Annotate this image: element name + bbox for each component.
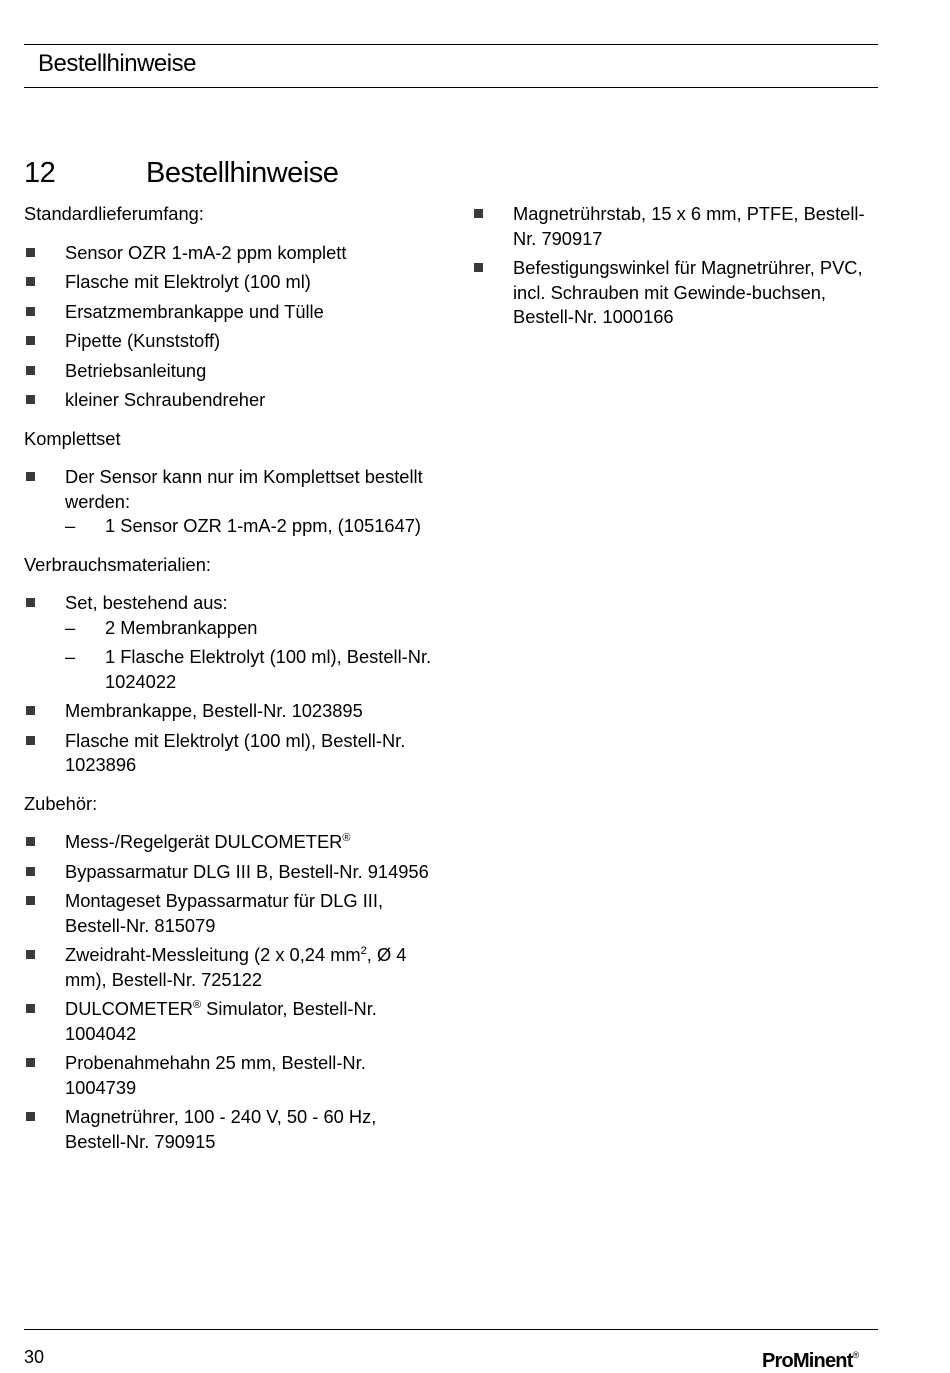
list-item: Zweidraht-Messleitung (2 x 0,24 $mm^2$, Ø 4 mm), Bestell-Nr. 725122 (24, 943, 434, 992)
sub-list-item: – 1 Sensor OZR 1-mA-2 ppm, (1051647) (65, 514, 434, 539)
standard-delivery-list (24, 241, 434, 413)
list-item: Ersatzmembrankappe und Tülle (24, 300, 434, 325)
square-bullet-icon (26, 336, 35, 345)
list-item: kleiner Schraubendreher (24, 388, 434, 413)
footer-rule (24, 1329, 878, 1330)
square-bullet-icon (26, 950, 35, 959)
chapter-number: 12 (24, 157, 56, 189)
complete-set-list (24, 465, 434, 539)
accessories-list-continued (472, 202, 872, 330)
list-item: Flasche mit Elektrolyt (100 ml) (24, 270, 434, 295)
sub-list (65, 514, 434, 539)
sub-list-item: – 2 Membrankappen (65, 616, 434, 641)
square-bullet-icon (26, 248, 35, 257)
list-item: Mess-/Regelgerät DULCOMETER® (24, 830, 434, 855)
square-bullet-icon (26, 366, 35, 375)
list-item: Probenahmehahn 25 mm, Bestell-Nr. 1004739 (24, 1051, 434, 1100)
right-column (472, 202, 872, 344)
running-header-title: Bestellhinweise (38, 50, 196, 77)
accessories-heading: Zubehör: (24, 792, 98, 814)
list-item: Betriebsanleitung (24, 359, 434, 384)
square-bullet-icon (26, 598, 35, 607)
consumables-heading: Verbrauchsmaterialien: (24, 553, 211, 575)
square-bullet-icon (26, 706, 35, 715)
complete-set-heading: Komplettset (24, 427, 121, 449)
list-item: DULCOMETER® Simulator, Bestell-Nr. 1004042 (24, 997, 434, 1046)
list-item: Pipette (Kunststoff) (24, 329, 434, 354)
list-item: Sensor OZR 1-mA-2 ppm komplett (24, 241, 434, 266)
left-column (24, 202, 434, 1168)
square-bullet-icon (26, 867, 35, 876)
accessories-list (24, 830, 434, 1154)
square-bullet-icon (26, 1004, 35, 1013)
chapter-title: Bestellhinweise (146, 157, 339, 189)
square-bullet-icon (26, 307, 35, 316)
dash-bullet-icon: – (65, 616, 76, 638)
list-item: Bypassarmatur DLG III B, Bestell-Nr. 914956 (24, 860, 434, 885)
list-item: Flasche mit Elektrolyt (100 ml), Bestell-Nr. 1023896 (24, 729, 434, 778)
list-item: Befestigungswinkel für Magnetrührer, PVC, incl. Schrauben mit Gewinde-buchsen, Bestell-Nr. 1000166 (472, 256, 872, 330)
square-bullet-icon (26, 277, 35, 286)
square-bullet-icon (474, 263, 483, 272)
list-item: Magnetrührer, 100 - 240 V, 50 - 60 Hz, Bestell-Nr. 790915 (24, 1105, 434, 1154)
list-item: Montageset Bypassarmatur für DLG III, Bestell-Nr. 815079 (24, 889, 434, 938)
list-item: Set, bestehend aus: – 2 Membrankappen – 1 Flasche Elektrolyt (100 ml), Bestell-Nr. 1024022 (24, 591, 434, 694)
square-bullet-icon (26, 736, 35, 745)
dash-bullet-icon: – (65, 646, 76, 667)
square-bullet-icon (26, 837, 35, 846)
standard-delivery-heading: Standardlieferumfang: (24, 203, 204, 224)
square-bullet-icon (26, 395, 35, 404)
dash-bullet-icon: – (65, 515, 76, 536)
consumables-list (24, 591, 434, 778)
list-item: Magnetrührstab, 15 x 6 mm, PTFE, Bestell-Nr. 790917 (472, 202, 872, 251)
square-bullet-icon (26, 472, 35, 481)
square-bullet-icon (26, 896, 35, 905)
square-bullet-icon (474, 209, 483, 218)
page-number: 30 (24, 1347, 45, 1367)
header-bottom-rule (24, 87, 878, 88)
sub-list-item: – 1 Flasche Elektrolyt (100 ml), Bestell-Nr. 1024022 (65, 646, 432, 692)
header-top-rule (24, 44, 878, 45)
list-item: Membrankappe, Bestell-Nr. 1023895 (24, 699, 434, 724)
list-item: Der Sensor kann nur im Komplettset bestellt werden: – 1 Sensor OZR 1-mA-2 ppm, (1051647) (24, 465, 434, 539)
sub-list (65, 616, 434, 695)
square-bullet-icon (26, 1112, 35, 1121)
prominent-logo: ProMinent® (762, 1350, 859, 1372)
square-bullet-icon (26, 1058, 35, 1067)
